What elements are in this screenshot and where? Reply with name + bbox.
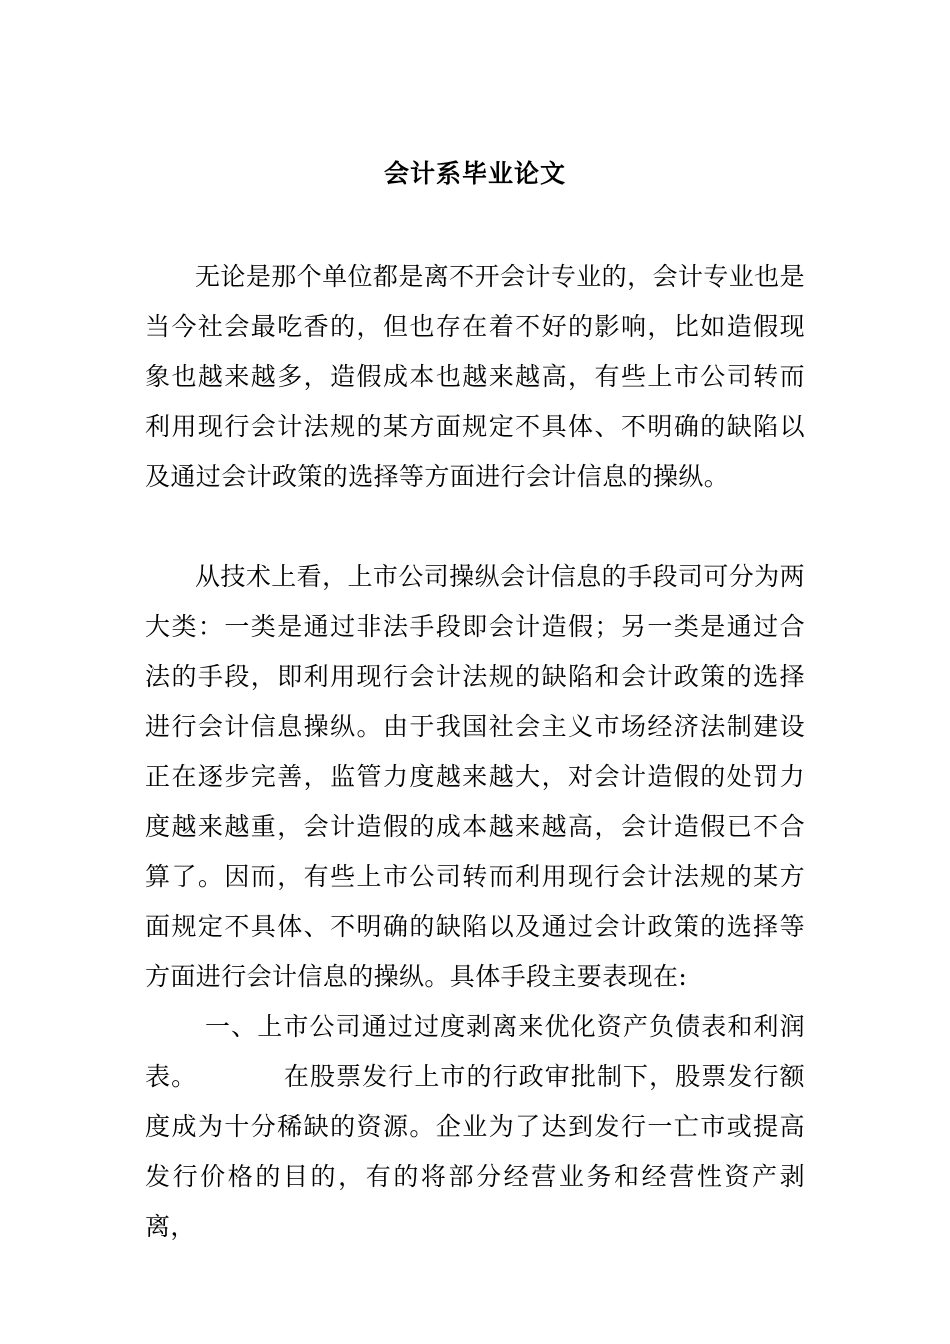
- section-body-text: 在股票发行上市的行政审批制下，股票发行额度成为十分稀缺的资源。企业为了达到发行一亡市或提高发行价格的目的，有的将部分经营业务和经营性资产剥离，: [145, 1062, 805, 1241]
- paragraph-intro: 无论是那个单位都是离不开会计专业的，会计专业也是当今社会最吃香的，但也存在着不好的影响，比如造假现象也越来越多，造假成本也越来越高，有些上市公司转而利用现行会计法规的某方面规定不具体、不明确的缺陷以及通过会计政策的选择等方面进行会计信息的操纵。: [145, 262, 805, 491]
- paragraph-techniques: 从技术上看，上市公司操纵会计信息的手段司可分为两大类：一类是通过非法手段即会计造假；另一类是通过合法的手段，即利用现行会计法规的缺陷和会计政策的选择进行会计信息操纵。由于我国社会主义市场经济法制建设正在逐步完善，监管力度越来越大，对会计造假的处罚力度越来越重，会计造假的成本越来越高，会计造假已不合算了。因而，有些上市公司转而利用现行会计法规的某方面规定不具体、不明确的缺陷以及通过会计政策的选择等方面进行会计信息的操纵。具体手段主要表现在:: [145, 562, 805, 991]
- section-heading: 一、上市公司通过过度剥离来优化资产负债表和利润表。: [145, 1012, 805, 1091]
- document-title: 会计系毕业论文: [383, 159, 566, 188]
- section-one: [145, 1002, 805, 1252]
